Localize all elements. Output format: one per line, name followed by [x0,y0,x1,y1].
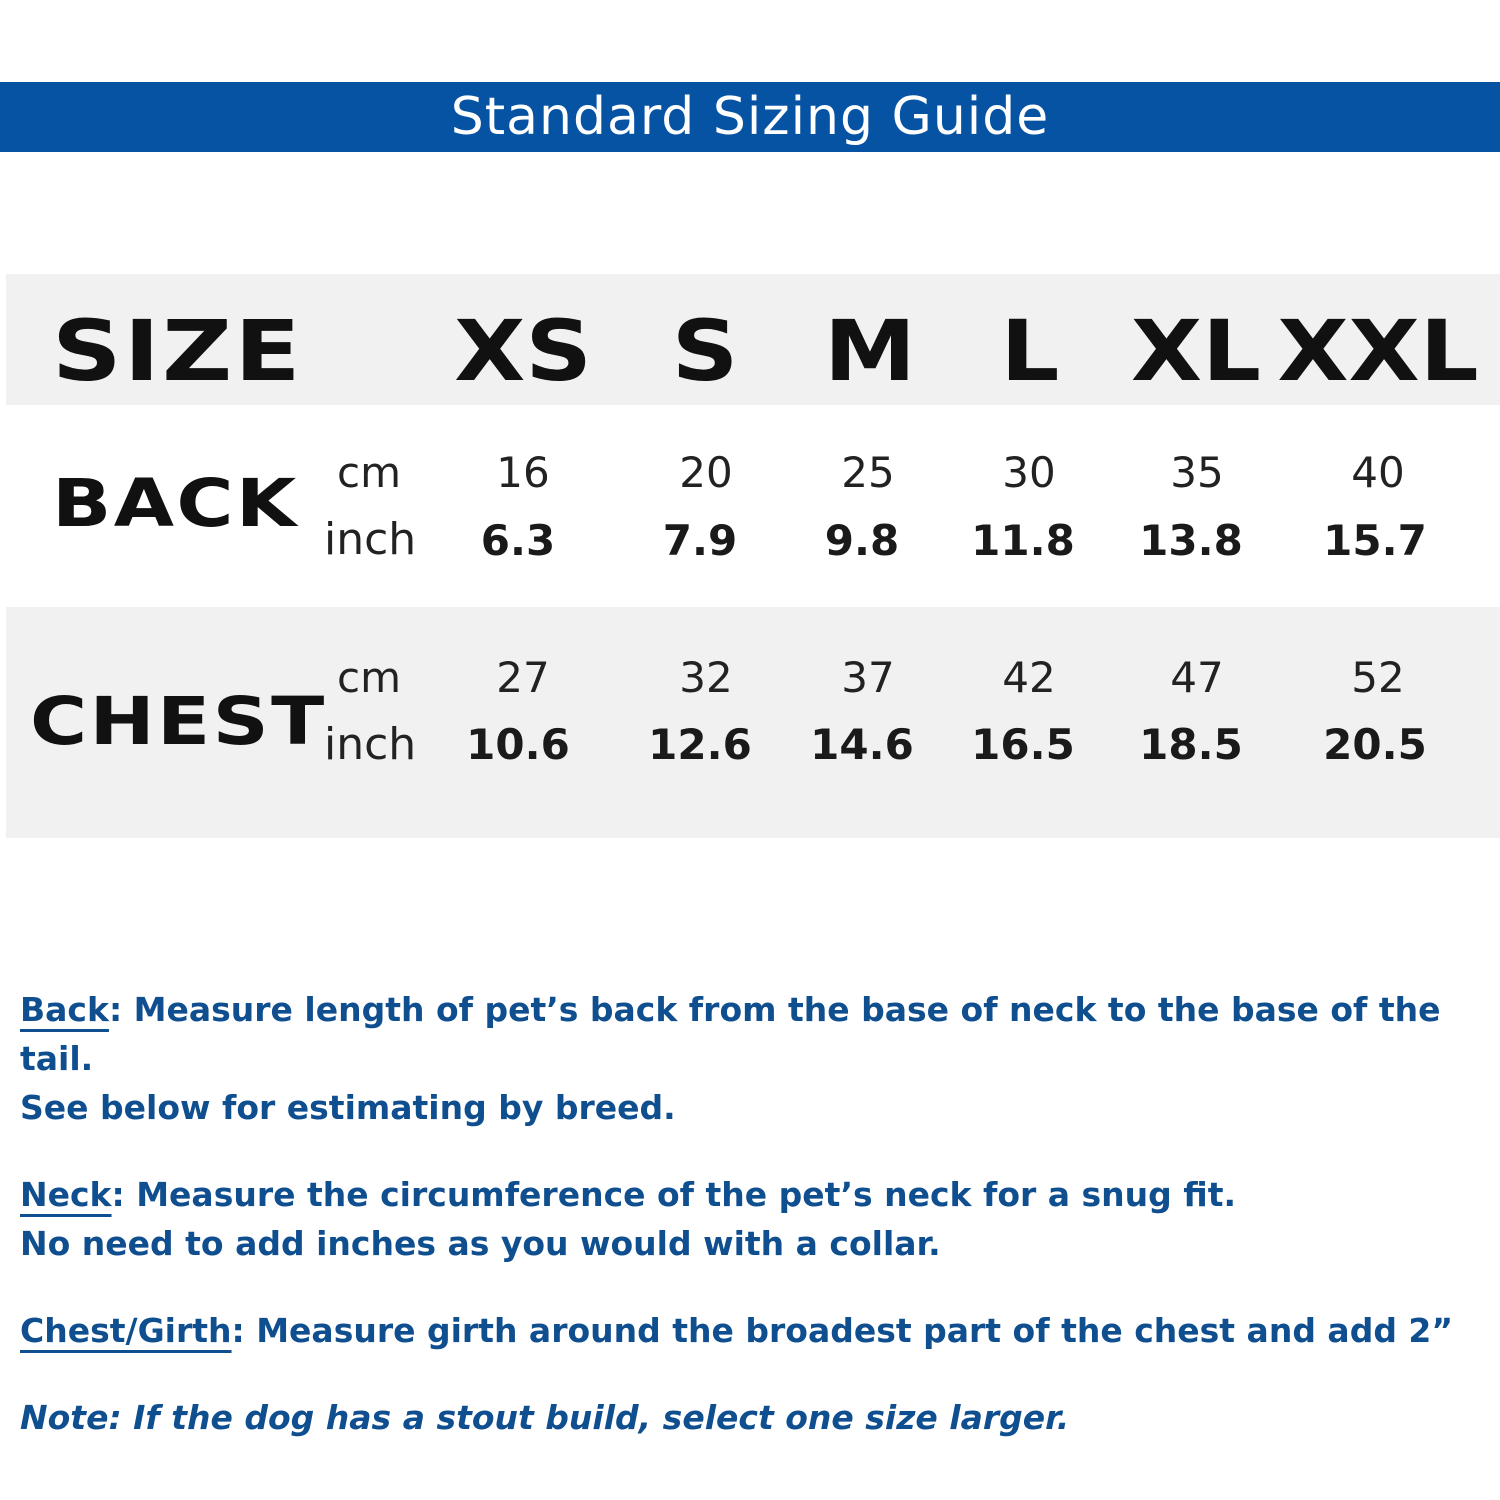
back-inch-s: 7.9 [662,516,738,565]
chest-inch-xl: 18.5 [1139,720,1243,769]
chest-cm-unit: cm [337,653,402,702]
stout-build-note: Note: If the dog has a stout build, select one size larger. [20,1398,1070,1437]
back-inch-xxl: 15.7 [1323,516,1427,565]
back-note [20,985,1490,1132]
back-row-label: BACK [52,465,299,542]
chest-inch-s: 12.6 [648,720,752,769]
chest-inch-unit: inch [324,719,417,770]
back-cm-xxl: 40 [1351,448,1405,497]
measurement-notes [20,985,1490,1480]
chest-cm-xl: 47 [1170,653,1224,702]
chest-cm-s: 32 [679,653,733,702]
back-note-text-2: See below for estimating by breed. [20,1088,676,1127]
page-title: Standard Sizing Guide [450,87,1050,147]
back-cm-xs: 16 [496,448,550,497]
size-column-label: SIZE [52,302,303,400]
back-note-text: : Measure length of pet’s back from the base of neck to the base of the tail. [20,990,1441,1078]
size-xxl: XXL [1277,302,1479,400]
size-xl: XL [1130,302,1262,400]
size-xs: XS [454,302,592,400]
neck-note-text-2: No need to add inches as you would with a collar. [20,1224,941,1263]
chest-inch-m: 14.6 [810,720,914,769]
chest-cm-m: 37 [841,653,895,702]
back-inch-xl: 13.8 [1139,516,1243,565]
chest-note [20,1306,1490,1355]
back-note-term: Back [20,990,109,1029]
back-cm-m: 25 [841,448,895,497]
size-m: M [824,302,916,400]
chest-inch-xs: 10.6 [466,720,570,769]
size-l: L [1000,302,1060,400]
back-cm-s: 20 [679,448,733,497]
back-inch-l: 11.8 [971,516,1075,565]
back-inch-unit: inch [324,514,417,565]
title-banner [0,82,1500,152]
neck-note-term: Neck [20,1175,112,1214]
chest-row-label: CHEST [30,683,327,760]
neck-note [20,1170,1490,1268]
chest-cm-xxl: 52 [1351,653,1405,702]
chest-cm-l: 42 [1002,653,1056,702]
chest-note-text: : Measure girth around the broadest part of the chest and add 2” [231,1311,1454,1350]
chest-cm-xs: 27 [496,653,550,702]
size-s: S [671,302,739,400]
back-inch-m: 9.8 [824,516,900,565]
chest-inch-xxl: 20.5 [1323,720,1427,769]
back-cm-l: 30 [1002,448,1056,497]
back-cm-xl: 35 [1170,448,1224,497]
back-inch-xs: 6.3 [480,516,556,565]
chest-inch-l: 16.5 [971,720,1075,769]
back-cm-unit: cm [337,448,402,497]
chest-note-term: Chest/Girth [20,1311,232,1350]
neck-note-text: : Measure the circumference of the pet’s neck for a snug fit. [111,1175,1237,1214]
